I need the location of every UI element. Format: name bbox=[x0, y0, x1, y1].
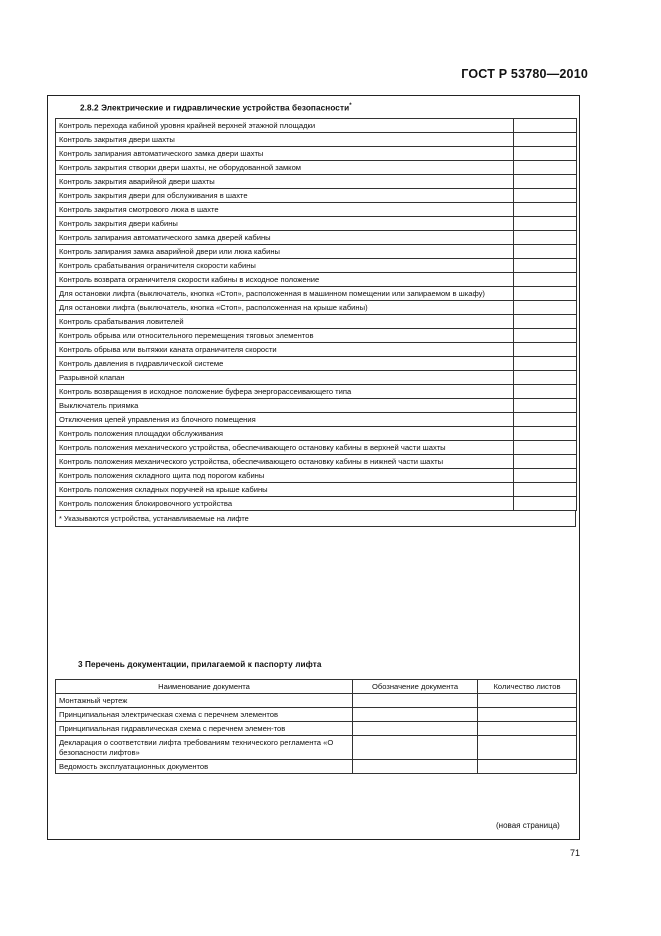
device-name-cell: Контроль закрытия двери кабины bbox=[56, 217, 514, 231]
table-row bbox=[56, 161, 577, 175]
sheet-count-cell[interactable] bbox=[478, 736, 577, 760]
table-row bbox=[56, 147, 577, 161]
document-name-cell: Принципиальная гидравлическая схема с перечнем элемен-тов bbox=[56, 722, 353, 736]
page-number: 71 bbox=[570, 848, 581, 858]
table-row bbox=[56, 329, 577, 343]
table-row bbox=[56, 287, 577, 301]
device-name-cell: Контроль срабатывания ограничителя скорости кабины bbox=[56, 259, 514, 273]
device-name-cell: Контроль закрытия аварийной двери шахты bbox=[56, 175, 514, 189]
device-name-cell: Контроль возвращения в исходное положение буфера энергорассеивающего типа bbox=[56, 385, 514, 399]
table-row bbox=[56, 301, 577, 315]
device-name-cell: Контроль закрытия двери шахты bbox=[56, 133, 514, 147]
footnote: * Указываются устройства, устанавливаемые на лифте bbox=[55, 511, 576, 527]
column-header: Обозначение документа bbox=[353, 680, 478, 694]
document-name-cell: Декларация о соответствии лифта требованиям технического регламента «О безопасности лифтов» bbox=[56, 736, 353, 760]
device-name-cell: Контроль перехода кабиной уровня крайней верхней этажной площадки bbox=[56, 119, 514, 133]
value-cell[interactable] bbox=[514, 385, 577, 399]
table-row bbox=[56, 497, 577, 511]
document-designation-cell[interactable] bbox=[353, 736, 478, 760]
value-cell[interactable] bbox=[514, 203, 577, 217]
table-row bbox=[56, 427, 577, 441]
device-name-cell: Контроль положения складного щита под порогом кабины bbox=[56, 469, 514, 483]
table-row bbox=[56, 119, 577, 133]
value-cell[interactable] bbox=[514, 119, 577, 133]
value-cell[interactable] bbox=[514, 371, 577, 385]
device-name-cell: Контроль запирания автоматического замка дверей кабины bbox=[56, 231, 514, 245]
sheet-count-cell[interactable] bbox=[478, 722, 577, 736]
section-title-documentation: 3 Перечень документации, прилагаемой к паспорту лифта bbox=[78, 660, 322, 669]
device-name-cell: Контроль закрытия двери для обслуживания в шахте bbox=[56, 189, 514, 203]
value-cell[interactable] bbox=[514, 259, 577, 273]
table-row bbox=[56, 736, 577, 760]
value-cell[interactable] bbox=[514, 329, 577, 343]
device-name-cell: Контроль возврата ограничителя скорости кабины в исходное положение bbox=[56, 273, 514, 287]
table-row bbox=[56, 357, 577, 371]
table-row bbox=[56, 399, 577, 413]
value-cell[interactable] bbox=[514, 287, 577, 301]
device-name-cell: Контроль закрытия створки двери шахты, не оборудованной замком bbox=[56, 161, 514, 175]
document-designation-cell[interactable] bbox=[353, 760, 478, 774]
document-name-cell: Монтажный чертеж bbox=[56, 694, 353, 708]
value-cell[interactable] bbox=[514, 315, 577, 329]
value-cell[interactable] bbox=[514, 175, 577, 189]
document-code: ГОСТ Р 53780—2010 bbox=[461, 67, 588, 81]
table-row bbox=[56, 259, 577, 273]
document-name-cell: Ведомость эксплуатационных документов bbox=[56, 760, 353, 774]
document-name-cell: Принципиальная электрическая схема с перечнем элементов bbox=[56, 708, 353, 722]
table-row bbox=[56, 483, 577, 497]
table-row bbox=[56, 722, 577, 736]
value-cell[interactable] bbox=[514, 217, 577, 231]
value-cell[interactable] bbox=[514, 343, 577, 357]
device-name-cell: Отключения цепей управления из блочного помещения bbox=[56, 413, 514, 427]
value-cell[interactable] bbox=[514, 189, 577, 203]
documentation-table bbox=[55, 679, 577, 774]
device-name-cell: Контроль обрыва или относительного перемещения тяговых элементов bbox=[56, 329, 514, 343]
device-name-cell: Для остановки лифта (выключатель, кнопка «Стоп», расположенная в машинном помещении или запираемом в шкафу) bbox=[56, 287, 514, 301]
document-designation-cell[interactable] bbox=[353, 722, 478, 736]
table-row bbox=[56, 231, 577, 245]
value-cell[interactable] bbox=[514, 399, 577, 413]
section-title-safety-devices: 2.8.2 Электрические и гидравлические устройства безопасности* bbox=[80, 103, 352, 113]
value-cell[interactable] bbox=[514, 133, 577, 147]
table-row bbox=[56, 441, 577, 455]
sheet-count-cell[interactable] bbox=[478, 708, 577, 722]
device-name-cell: Разрывной клапан bbox=[56, 371, 514, 385]
device-name-cell: Контроль обрыва или вытяжки каната ограничителя скорости bbox=[56, 343, 514, 357]
value-cell[interactable] bbox=[514, 301, 577, 315]
value-cell[interactable] bbox=[514, 161, 577, 175]
value-cell[interactable] bbox=[514, 455, 577, 469]
value-cell[interactable] bbox=[514, 231, 577, 245]
device-name-cell: Контроль положения складных поручней на крыше кабины bbox=[56, 483, 514, 497]
table-row bbox=[56, 189, 577, 203]
device-name-cell: Контроль запирания замка аварийной двери или люка кабины bbox=[56, 245, 514, 259]
value-cell[interactable] bbox=[514, 441, 577, 455]
value-cell[interactable] bbox=[514, 273, 577, 287]
table-row bbox=[56, 133, 577, 147]
device-name-cell: Контроль запирания автоматического замка двери шахты bbox=[56, 147, 514, 161]
table-row bbox=[56, 245, 577, 259]
column-header: Наименование документа bbox=[56, 680, 353, 694]
device-name-cell: Для остановки лифта (выключатель, кнопка «Стоп», расположенная на крыше кабины) bbox=[56, 301, 514, 315]
device-name-cell: Контроль положения механического устройства, обеспечивающего остановку кабины в верхней части шахты bbox=[56, 441, 514, 455]
table-row bbox=[56, 708, 577, 722]
value-cell[interactable] bbox=[514, 469, 577, 483]
column-header: Количество листов bbox=[478, 680, 577, 694]
table-row bbox=[56, 343, 577, 357]
sheet-count-cell[interactable] bbox=[478, 694, 577, 708]
table-row bbox=[56, 203, 577, 217]
value-cell[interactable] bbox=[514, 413, 577, 427]
table-row bbox=[56, 371, 577, 385]
table-row bbox=[56, 217, 577, 231]
table-row bbox=[56, 273, 577, 287]
device-name-cell: Контроль положения механического устройства, обеспечивающего остановку кабины в нижней части шахты bbox=[56, 455, 514, 469]
sheet-count-cell[interactable] bbox=[478, 760, 577, 774]
table-row bbox=[56, 694, 577, 708]
table-row bbox=[56, 175, 577, 189]
value-cell[interactable] bbox=[514, 147, 577, 161]
table-row bbox=[56, 315, 577, 329]
new-page-note: (новая страница) bbox=[496, 821, 560, 830]
document-designation-cell[interactable] bbox=[353, 708, 478, 722]
device-name-cell: Выключатель приямка bbox=[56, 399, 514, 413]
safety-devices-table bbox=[55, 118, 577, 511]
table-row bbox=[56, 385, 577, 399]
device-name-cell: Контроль положения блокировочного устройства bbox=[56, 497, 514, 511]
value-cell[interactable] bbox=[514, 427, 577, 441]
device-name-cell: Контроль давления в гидравлической системе bbox=[56, 357, 514, 371]
table-row bbox=[56, 469, 577, 483]
device-name-cell: Контроль закрытия смотрового люка в шахте bbox=[56, 203, 514, 217]
value-cell[interactable] bbox=[514, 497, 577, 511]
document-designation-cell[interactable] bbox=[353, 694, 478, 708]
value-cell[interactable] bbox=[514, 357, 577, 371]
table-row bbox=[56, 760, 577, 774]
device-name-cell: Контроль положения площадки обслуживания bbox=[56, 427, 514, 441]
value-cell[interactable] bbox=[514, 483, 577, 497]
table-row bbox=[56, 455, 577, 469]
value-cell[interactable] bbox=[514, 245, 577, 259]
table-header-row bbox=[56, 680, 577, 694]
table-row bbox=[56, 413, 577, 427]
device-name-cell: Контроль срабатывания ловителей bbox=[56, 315, 514, 329]
